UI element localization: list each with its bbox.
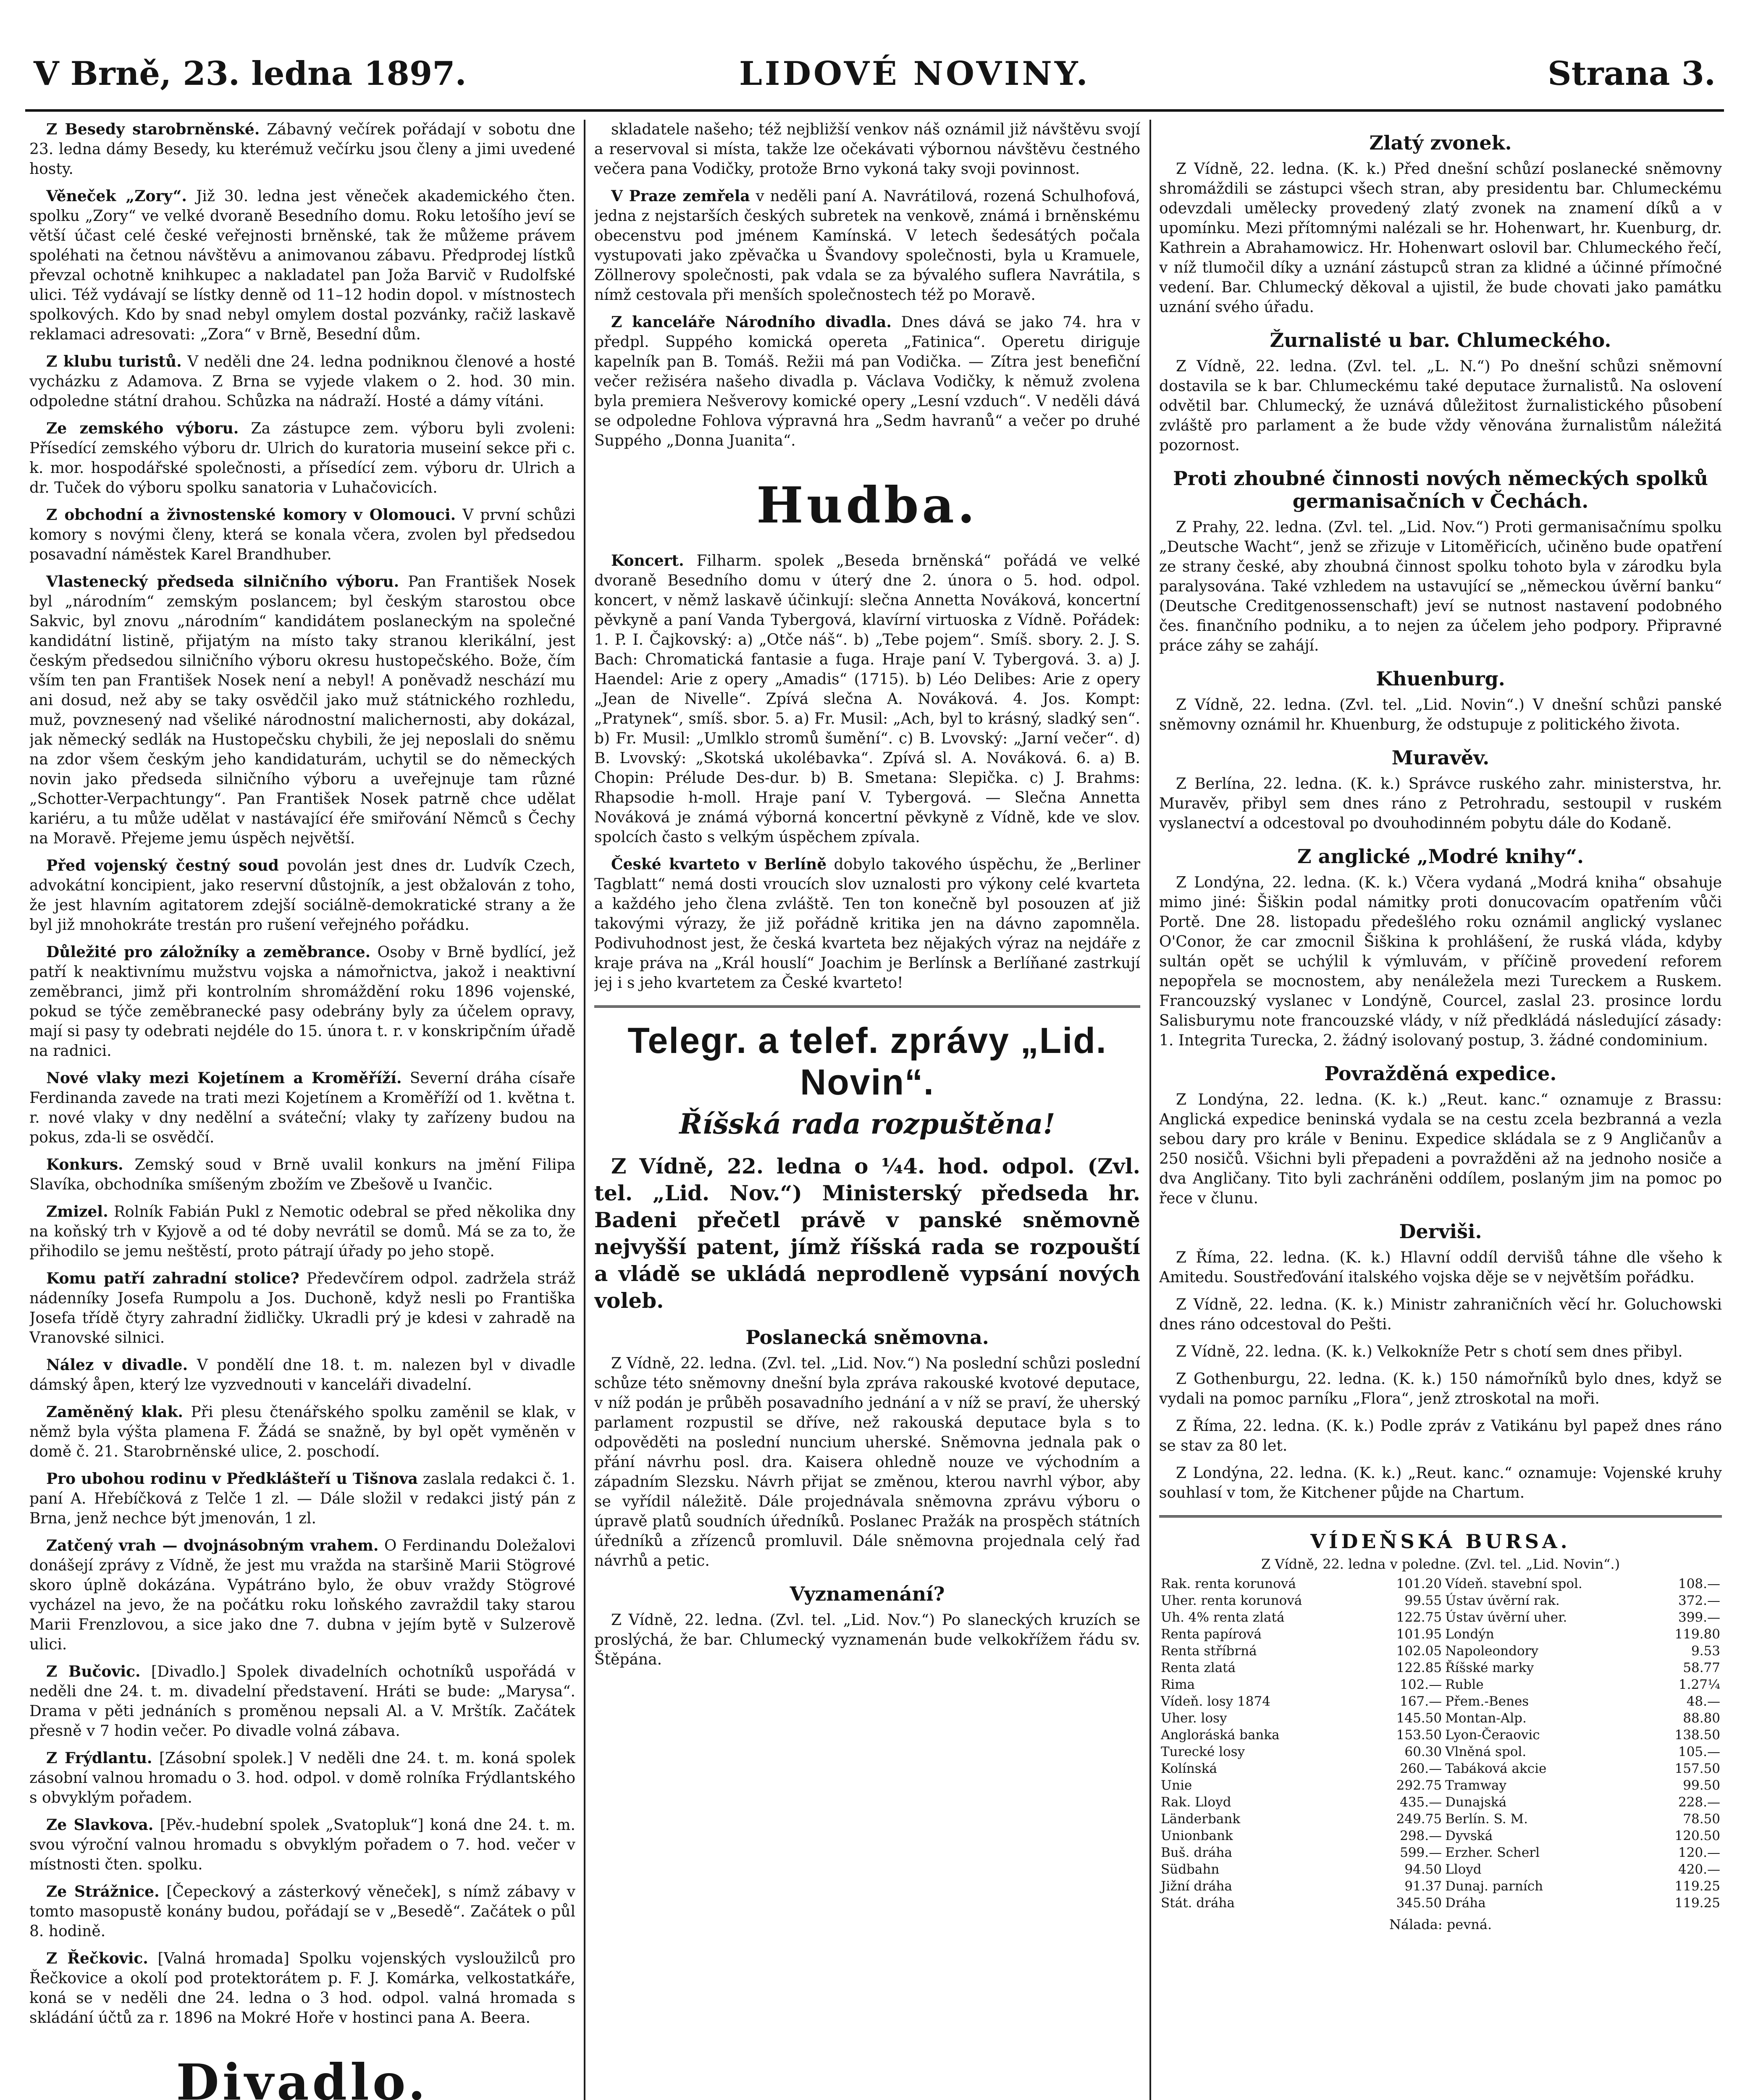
bursa-row: [1159, 1693, 1722, 1710]
bursa-row: [1159, 1895, 1722, 1911]
news-item: [29, 1469, 575, 1528]
news-item-lead: Z Bučovic.: [46, 1663, 141, 1680]
short-telegram: Z Vídně, 22. ledna. (K. k.) Velkokníže Petr s chotí sem dnes přibyl.: [1176, 1343, 1683, 1360]
koncert-text: Filharm. spolek „Beseda brněnská“ pořádá ve velké dvoraně Besedního domu v úterý dne 2. února o 5. hod. odpol. koncert, v němž laskavě účinkují: slečna Annetta Nováková, koncertní pěvkyně a paní Vanda Tybergová, klavírní virtuoska z Vídně. Pořádek: 1. P. I. Čajkovský: a) „Otče náš“. b) „Tebe pojem“. Smíš. sbory. 2. J. S. Bach: Chromatická fantasie a fuga. Hraje paní V. Tybergová. 3. a) J. Haendel: Arie z opery „Amadis“ (1715). b) Léo Delibes: Arie z opery „Jean de Nivelle“. Zpívá slečna A. Nováková. 4. Jos. Kompt: „Pratynek“, smíš. sbor. 5. a) Fr. Musil: „Ach, byl to krásný, sladký sen“. b) Fr. Musil: „Umlklo stromů šumění“. c) B. Lvovský: „Jarní večer“. d) B. Lvovský: „Skotská ukolébavka“. Zpívá sl. A. Nováková. 6. a) B. Chopin: Prélude Des-dur. b) B. Smetana: Slepička. c) J. Brahms: Rhapsodie h-moll. Hraje paní V. Tybergová. — Slečna Annetta Nováková je známá výborná koncertní pěvkyně z Vídně, kde ve slov. spolcích často s velkým úspěchem zpívala.: [594, 552, 1140, 846]
news-item-text: V neděli dne 24. ledna podniknou členové a hosté vycházku z Adamova. Z Brna se vyjede vlakem o 2. hod. 30 min. odpoledne státní drahou. Schůzka na nádraží. Hosté a dámy vítáni.: [29, 353, 575, 410]
news-item-text: [Zásobní spolek.] V neděli dne 24. t. m. koná spolek zásobní valnou hromadu o 3. hod. odpol. v domě rolníka Frýdlantského s obvyklým pořadem.: [29, 1750, 575, 1806]
news-item-text: Při plesu čtenářského spolku zaměnil se klak, v němž byla výšta plamena F. Žádá se snažně, by byl opět vyměněn v domě č. 21. Starobrněnské ulice, 2. poschodí.: [29, 1404, 575, 1460]
bursa-security: Unionbank: [1161, 1828, 1233, 1843]
short-telegram: Z Vídně, 22. ledna. (K. k.) Ministr zahraničních věcí hr. Goluchowski dnes ráno odcestoval do Pešti.: [1159, 1296, 1722, 1333]
bursa-row: [1159, 1592, 1722, 1609]
bursa-divider: [1159, 1515, 1722, 1517]
news-item-text: v neděli paní A. Navrátilová, rozená Schulhofová, jedna z nejstarších českých subretek na venkově, známá i brněnskému obecenstvu pod jménem Kamínská. V letech šedesátých počala vystupovati jako zpěvačka u Švandovy společnosti, byla u Kramuele, Zöllnerovy společnosti, pak vdala se za bývalého suflera Navrátila, s nímž cestovala při menších společnostech též po Moravě.: [594, 188, 1140, 304]
news-item: [29, 505, 575, 564]
bursa-value: 119.25: [1674, 1895, 1720, 1911]
news-item: [29, 1882, 575, 1941]
bursa-value: 167.—: [1400, 1694, 1442, 1709]
bursa-value: 372.—: [1678, 1593, 1720, 1608]
bursa-row: [1159, 1827, 1722, 1844]
section-title-hudba: Hudba.: [756, 476, 978, 534]
heading-zurnaliste: Žurnalisté u bar. Chlumeckého.: [1270, 329, 1611, 352]
bursa-security: Říšské marky: [1445, 1660, 1534, 1675]
news-item-text: Zemský soud v Brně uvalil konkurs na jmění Filipa Slavíka, obchodníka smíšeným zbožím ve Zbešově u Ivančic.: [29, 1156, 575, 1193]
proti-article: Z Prahy, 22. ledna. (Zvl. tel. „Lid. Nov.“) Proti germanisačnímu spolku „Deutsche Wacht“, jenž se zřizuje v Litoměřicích, učiněno bude opatření ze strany české, aby zhoubná činnost spolku tohoto byla v zárodku byla paralysována. Také vzhledem na ustavující se „německou úvěrní banku“ (Deutsche Creditgenossenschaft) jeví se nutnost nastavení podobného čes. finančního podniku, a to nejen za účelem jeho podpory. Připravné práce záhy se zahájí.: [1159, 519, 1722, 654]
bursa-row: [1159, 1794, 1722, 1811]
bursa-value: 145.50: [1396, 1711, 1442, 1726]
bursa-row: [1159, 1760, 1722, 1777]
news-item-text: povolán jest dnes dr. Ludvík Czech, advokátní koncipient, jako reservní důstojník, a jest obžalován z toho, že jest hlavním agitatorem zdejší sociálně-demokratické strany a že byl již mnohokráte trestán pro rušení veřejného pořádku.: [29, 857, 575, 934]
bursa-value: 108.—: [1678, 1576, 1720, 1591]
heading-zlaty-zvonek: Zlatý zvonek.: [1369, 131, 1512, 154]
news-item-lead: Vlastenecký předseda silničního výboru.: [46, 573, 399, 591]
news-item-lead: Věneček „Zory“.: [46, 187, 187, 205]
news-item-text: Již 30. ledna jest věneček akademického čten. spolku „Zory“ ve velké dvoraně Besedního domu. Roku letošího jeví se větší účast celé české veřejnosti brněnské, tak že můžeme právem spoléhati na četnou návštěvu a animovanou zábavu. Předprodej lístků převzal ochotně knihkupec a nakladatel pan Joža Barvič v Rudolfské ulici. Též vydávají se lístky denně od 11–12 hodin dopol. v místnostech spolkových. Kdo by snad nebyl omylem dostal pozvánky, račiž laskavě reklamaci adresovati: „Zora“ v Brně, Besední dům.: [29, 188, 575, 343]
bursa-security: Dyvská: [1445, 1828, 1493, 1843]
bursa-security: Dunajská: [1445, 1795, 1507, 1810]
column-3: [1159, 120, 1722, 2100]
news-item: [29, 1402, 575, 1462]
news-item-text: Rolník Fabián Pukl z Nemotic odebral se před několika dny na koňský trh v Kyjově a od té doby nevrátil se domů. Má se za to, že přihodilo se jemu neštěstí, proto pátrají úřady po jeho stopě.: [29, 1203, 575, 1260]
bursa-security: Renta papírová: [1161, 1627, 1262, 1642]
column-2: [594, 120, 1140, 2100]
kvarteto-text: dobylo takového úspěchu, že „Berliner Tagblatt“ nemá dosti vroucích slov uznalosti pro výkony celé kvarteta a každého jeho člena zvláště. Ten ton konečně byl posouzen ať již takovými výrazy, že již pořádně kritika jen na dávno zapomněla. Podivuhodnost jest, že česká kvarteta bez nějakých výraz na nejdáře z kraje práva na „Král houslí“ Joachim je Berlínsk a Berlíňané zastrkují jej i s jeho kvartetem za České kvarteto!: [594, 856, 1140, 992]
heading-modre-knihy: Z anglické „Modré knihy“.: [1297, 845, 1584, 868]
news-item: [29, 186, 575, 344]
news-item: [594, 312, 1140, 451]
news-item-text: zaslala redakci č. 1. paní A. Hřebíčková z Telče 1 zl. — Dále složil v redakci jistý pán z Brna, jenž nechce být jmenován, 1 zl.: [29, 1470, 575, 1527]
bursa-value: 420.—: [1678, 1862, 1720, 1877]
news-item-lead: Zatčený vrah — dvojnásobným vrahem.: [46, 1537, 379, 1554]
bursa-security: Renta stříbrná: [1161, 1643, 1257, 1659]
section-title-telegrams: Telegr. a telef. zprávy „Lid. Novin“.: [627, 1021, 1107, 1102]
bursa-security: Rak. renta korunová: [1161, 1576, 1296, 1591]
bursa-security: Unie: [1161, 1778, 1192, 1793]
kvarteto-lead: České kvarteto v Berlíně: [611, 856, 827, 873]
news-item-text: V první schůzi komory s novými členy, která se konala včera, zvolen byl předsedou posavadní náměstek Karel Brandhuber.: [29, 507, 575, 563]
news-item-lead: Komu patří zahradní stolice?: [46, 1270, 299, 1287]
section-title-divadlo: Divadlo.: [176, 2053, 429, 2100]
short-telegram: Z Londýna, 22. ledna. (K. k.) „Reut. kanc.“ oznamuje: Vojenské kruhy souhlasí v tom, že Kitchener půjde na Chartum.: [1159, 1465, 1722, 1502]
news-item-text: O Ferdinandu Doležalovi donášejí zprávy z Vídně, že jest mu vražda na staršině Marii Stögrové skoro úplně dokázána. Vypátráno bylo, že obuv vraždy Stögrové vycházel na jevo, že na počátku roku loňského zavraždil taky starou Marii Frenzlovou, a sice jako dne 7. dubna v jejím bytě v Sulzerově ulici.: [29, 1537, 575, 1653]
bursa-security: Ústav úvěrní uher.: [1445, 1610, 1567, 1625]
news-item-text: Předevčírem odpol. zadržela stráž nádenníky Josefa Rumpolu a Jos. Duchoně, když nesli po Františka Josefa třídě čtyry zahradní židličky. Ukradli prý je kdesi v zahradě na Vranovské silnici.: [29, 1270, 575, 1347]
news-item-lead: Z obchodní a živnostenské komory v Olomouci.: [46, 506, 456, 524]
news-item: [594, 186, 1140, 305]
short-telegram: Z Říma, 22. ledna. (K. k.) Podle zpráv z Vatikánu byl papež dnes ráno se stav za 80 let.: [1159, 1418, 1722, 1454]
zurnaliste-article: Z Vídně, 22. ledna. (Zvl. tel. „L. N.“) Po dnešní schůzi sněmovní dostavila se k bar. Chlumeckému také deputace žurnalistů. Na oslovení odvětil bar. Chlumecký, že uznává důležitost žurnalistického působení zvláště pro parlament a že bude vždy věnována žurnalistům náležitá pozornost.: [1159, 358, 1722, 454]
bursa-security: Uh. 4% renta zlatá: [1161, 1610, 1285, 1625]
newspaper-page: [25, 46, 1724, 2100]
news-item-lead: Zmizel.: [46, 1203, 108, 1221]
bursa-value: 345.50: [1396, 1895, 1442, 1911]
bursa-value: 1.27¼: [1678, 1677, 1720, 1692]
news-item: [29, 1202, 575, 1261]
bursa-value: 94.50: [1404, 1862, 1442, 1877]
bursa-value: 102.05: [1396, 1643, 1442, 1659]
news-item-text: [Pěv.-hudební spolek „Svatopluk“] koná dne 24. t. m. svou výroční valnou hromadu s obvyklým pořadem o 7. hod. večer v místnosti čten. spolku.: [29, 1816, 575, 1873]
bursa-row: [1159, 1575, 1722, 1592]
bursa-row: [1159, 1861, 1722, 1878]
news-item: [29, 1662, 575, 1741]
bursa-value: 122.85: [1396, 1660, 1442, 1675]
news-item: [29, 1815, 575, 1874]
bursa-value: 88.80: [1683, 1711, 1720, 1726]
bursa-row: [1159, 1676, 1722, 1693]
bursa-security: Lloyd: [1445, 1862, 1482, 1877]
modre-knihy-article: Z Londýna, 22. ledna. (K. k.) Včera vydaná „Modrá kniha“ obsahuje mimo jiné: Šiškin podal námitky proti donucovacím opatřením vůči Portě. Dne 28. listopadu předešlého roku oznámil anglický vyslanec O'Conor, že car zmocnil Šiškina k prohlášení, že ruská vláda, kdyby sultán opět se uchýlil k výmluvám, v příčině provedení reforem nepopřela se mocnostem, aby nenáležela mezi Tureckem a Ruskem. Francouzský vyslanec v Londýně, Courcel, zaslal 23. prosince lordu Salisburymu note francouzské vlády, v níž předkládá následující zásady: 1. Integrita Turecka, 2. žádný isolovaný postup, 3. žádné condominium.: [1159, 874, 1722, 1049]
news-item-text: Severní dráha císaře Ferdinanda zavede na trati mezi Kojetínem a Kroměříží od 1. května t. r. nové vlaky v dny nedělní a sváteční; vlaky ty zařízeny budou na pokus, zda-li se osvědčí.: [29, 1070, 575, 1146]
bursa-security: Jižní dráha: [1161, 1879, 1233, 1894]
bursa-security: Rak. Lloyd: [1161, 1795, 1231, 1810]
news-item-lead: Zaměněný klak.: [46, 1403, 183, 1421]
bursa-security: Tabáková akcie: [1445, 1761, 1547, 1776]
news-item-text: Pan František Nosek byl „národním“ zemským poslancem; byl českým starostou obce Sakvic, byl znovu „národním“ kandidátem poslaneckým na společné kandidátní listině, přijatým na místo taky stranou klerikální, jest českým předsedou silničního výboru okresu hustopečského. Bože, čím vším ten pan František Nosek není a nebyl! A poněvadž neschází mu ani dosud, než aby se taky osvědčil jako muž státnického rozhledu, muž, povznesený nad všeliké národnostní malichernosti, aby dokázal, jak německý sedlák na Hustopečsku chybili, že jej neposlali do sněmu na zdor všem českým jeho kandidaturám, uchytil se do německých novin jako předseda silničního výboru a uveřejnuje tam různé „Schotter-Verpachtungy“. Pan František Nosek patrně chce udělat kariéru, a tu může udělat v nastávající éře smiřování Němců s Čechy na Moravě. Přejeme jemu úspěch největší.: [29, 573, 575, 847]
bursa-security: Dunaj. parních: [1445, 1879, 1543, 1894]
news-item-lead: Konkurs.: [46, 1156, 123, 1173]
bursa-security: Napoleondory: [1445, 1643, 1538, 1659]
news-item: [29, 1748, 575, 1808]
news-item-text: Za zástupce zem. výboru byli zvoleni: Přísedící zemského výboru dr. Ulrich do kuratoria museiní sekce při c. k. mor. hospodářské společnosti, a přísedící zem. výboru dr. Ulrich a dr. Tuček do výboru spolku sanatoria v Luhačovicích.: [29, 420, 575, 496]
bursa-subtitle: Z Vídně, 22. ledna v poledne. (Zvl. tel. „Lid. Novin“.): [1261, 1556, 1620, 1572]
bursa-value: 119.25: [1674, 1879, 1720, 1894]
bursa-security: Ruble: [1445, 1677, 1484, 1692]
bursa-security: Vídeň. stavební spol.: [1445, 1576, 1582, 1591]
news-item-lead: Z Besedy starobrněnské.: [46, 121, 260, 138]
news-item: [29, 1155, 575, 1194]
bursa-security: Buš. dráha: [1161, 1845, 1232, 1860]
bursa-value: 105.—: [1678, 1744, 1720, 1759]
bursa-value: 599.—: [1400, 1845, 1442, 1860]
poslanecka-article: Z Vídně, 22. ledna. (Zvl. tel. „Lid. Nov.“) Na poslední schůzi poslední schůze této sněmovny dnešní byla zpráva rakouské kvotové deputace, v níž podán je průběh posavadního jednání a v níž se praví, že uherský parlament rozpustil se dříve, než rakouská deputace byla s to odpověděti na poslední nuncium uherské. Sněmovna jednala pak o přání návrhu posl. dra. Kaisera ohledně nouze ve východním a západním Slezsku. Návrh přijat se změnou, kterou navrhl výbor, aby se vyřídil náležitě. Dále projednávala sněmovna zprávu výboru o úpravě platů soudních úředníků. Poslanec Pražák na prospěch státních úředníků a zřízenců promluvil. Dále sněmovna projednala celý řad návrhů a petic.: [594, 1355, 1140, 1570]
heading-bursa: VÍDEŇSKÁ BURSA.: [1310, 1530, 1571, 1553]
header-date: V Brně, 23. ledna 1897.: [34, 55, 467, 93]
bursa-row: [1159, 1743, 1722, 1760]
column-divider-1: [584, 120, 585, 2100]
bursa-security: Lyon-Čeraovic: [1445, 1727, 1540, 1743]
bursa-value: 101.20: [1396, 1576, 1442, 1591]
povrazdena-article: Z Londýna, 22. ledna. (K. k.) „Reut. kanc.“ oznamuje z Brassu: Anglická expedice beninská vydala se na cestu zcela bezbranná a vezla sebou dary pro krále v Beninu. Expedice skládala se z 9 Angličanův a 250 nosičů. Všichni byli přepadeni a povražděni až na jednoho nosiče a dva Angličany. Tito byli zachráněni oddílem, poslaným jim na pomoc po řece v člunu.: [1159, 1091, 1722, 1207]
news-item-lead: Z klubu turistů.: [46, 353, 182, 370]
bursa-row: [1159, 1844, 1722, 1861]
bursa-value: 102.—: [1400, 1677, 1442, 1692]
heading-povrazdena: Povražděná expedice.: [1324, 1062, 1557, 1085]
news-item: [29, 1269, 575, 1348]
bursa-security: Londýn: [1445, 1627, 1494, 1642]
dervisi-article: Z Říma, 22. ledna. (K. k.) Hlavní oddíl dervišů táhne dle všeho k Amitedu. Soustřeďování italského vojska děje se v největším pořádku.: [1159, 1249, 1722, 1286]
news-item: [29, 1949, 575, 2028]
news-item: [29, 352, 575, 411]
bursa-security: Dráha: [1445, 1895, 1486, 1911]
bursa-security: Berlín. S. M.: [1445, 1811, 1528, 1827]
bursa-security: Renta zlatá: [1161, 1660, 1236, 1675]
column-1: [29, 120, 575, 2100]
bursa-value: 157.50: [1674, 1761, 1720, 1776]
news-item: [29, 419, 575, 498]
news-item-lead: Důležité pro záložníky a zeměbrance.: [46, 943, 371, 961]
telegram-headline: Říšská rada rozpuštěna!: [679, 1108, 1055, 1140]
bursa-security: Přem.-Benes: [1445, 1694, 1529, 1709]
bursa-value: 228.—: [1678, 1795, 1720, 1810]
bursa-security: Rima: [1161, 1677, 1195, 1692]
bursa-security: Kolínská: [1161, 1761, 1217, 1776]
news-item: [29, 1068, 575, 1147]
news-item-text: Dnes dává se jako 74. hra v předpl. Suppého komická opereta „Fatinica“. Operetu diriguje kapelník pan B. Tomáš. Režii má pan Vodička. — Zítra jest benefiční večer režiséra našeho divadla p. Václava Vodičky, k němuž zvolena byla premiera Nešverovy komické opery „Lesní vzduch“. V neděli dává se odpoledne Fohlova výpravná hra „Sedm havranů“ a večer po druhé Suppého „Donna Juanita“.: [594, 314, 1140, 449]
muravev-article: Z Berlína, 22. ledna. (K. k.) Správce ruského zahr. ministerstva, hr. Muravěv, přibyl sem dnes ráno z Petrohradu, sestoupil v ruském vyslanectví a odcestoval po dvouhodinném pobytu dále do Kodaně.: [1159, 775, 1722, 832]
heading-muravev: Muravěv.: [1391, 746, 1490, 769]
news-item-lead: Pro ubohou rodinu v Předklášteří u Tišnova: [46, 1470, 418, 1488]
news-item: [29, 1536, 575, 1654]
page-number: Strana 3.: [1548, 55, 1716, 93]
news-item-lead: Z Frýdlantu.: [46, 1749, 152, 1767]
bursa-row: [1159, 1878, 1722, 1895]
news-item-lead: Z Řečkovic.: [46, 1950, 148, 1967]
bursa-row: [1159, 1626, 1722, 1643]
bursa-security: Ústav úvěrní rak.: [1445, 1593, 1560, 1608]
bursa-value: 99.55: [1404, 1593, 1442, 1608]
bursa-security: Montan-Alp.: [1445, 1711, 1527, 1726]
newspaper-title: LIDOVÉ NOVINY.: [739, 55, 1090, 93]
bursa-value: 120.50: [1674, 1828, 1720, 1843]
bursa-security: Länderbank: [1161, 1811, 1241, 1827]
news-item-lead: Nové vlaky mezi Kojetínem a Kroměříží.: [46, 1069, 402, 1087]
bursa-row: [1159, 1727, 1722, 1743]
news-item-lead: V Praze zemřela: [611, 187, 750, 205]
bursa-row: [1159, 1777, 1722, 1794]
bursa-security: Südbahn: [1161, 1862, 1220, 1877]
bursa-value: 260.—: [1400, 1761, 1442, 1776]
koncert-lead: Koncert.: [611, 552, 684, 570]
bursa-mood: Nálada: pevná.: [1389, 1916, 1492, 1932]
bursa-value: 120.—: [1678, 1845, 1720, 1860]
bursa-security: Uher. renta korunová: [1161, 1593, 1302, 1608]
bursa-value: 58.77: [1683, 1660, 1720, 1675]
short-telegrams-list: [1159, 1295, 1722, 1503]
khuenburg-article: Z Vídně, 22. ledna. (Zvl. tel. „Lid. Novin“.) V dnešní schůzi panské sněmovny oznámil hr. Khuenburg, že odstupuje z politického života.: [1159, 696, 1722, 733]
heading-proti: Proti zhoubné činnosti nových německých spolků germanisačních v Čechách.: [1173, 467, 1708, 512]
page-header: [25, 46, 1724, 112]
bursa-value: 298.—: [1400, 1828, 1442, 1843]
bursa-security: Tramway: [1445, 1778, 1507, 1793]
telegram-lead-article: Z Vídně, 22. ledna o ¼4. hod. odpol. (Zvl. tel. „Lid. Nov.“) Ministerský předseda hr. Badeni přečetl právě v panské sněmovně nejvyšší patent, jímž říšská rada se rozpouští a vládě se ukládá neprodleně vypsání nových voleb.: [594, 1154, 1140, 1313]
bursa-security: Angloráská banka: [1161, 1727, 1280, 1743]
news-item: [29, 1355, 575, 1395]
news-item-text: Zábavný večírek pořádají v sobotu dne 23. ledna dámy Besedy, ku kterémuž večírku jsou členy a jimi uvedené hosty.: [29, 121, 575, 178]
bursa-value: 99.50: [1683, 1778, 1720, 1793]
section-divider: [594, 1005, 1140, 1008]
bursa-row: [1159, 1710, 1722, 1727]
news-item-lead: Ze Strážnice.: [46, 1883, 160, 1900]
bursa-security: Vídeň. losy 1874: [1161, 1694, 1270, 1709]
news-item-text: [Divadlo.] Spolek divadelních ochotníků uspořádá v neděli dne 24. t. m. divadelní představení. Hráti se bude: „Marysa“. Drama v pěti jednáních s proměnou nepsali Al. a V. Mrštík. Začátek přesně v 7 hodin večer. Po divadle volná zábava.: [29, 1663, 575, 1740]
bursa-value: 153.50: [1396, 1727, 1442, 1743]
news-item-text: V pondělí dne 18. t. m. nalezen byl v divadle dámský åpen, který lze vyzvednouti v kanceláři divadelní.: [29, 1357, 575, 1394]
bursa-security: Vlněná spol.: [1445, 1744, 1527, 1759]
bursa-value: 60.30: [1404, 1744, 1442, 1759]
bursa-value: 122.75: [1396, 1610, 1442, 1625]
bursa-table: [1159, 1575, 1722, 1911]
bursa-value: 101.95: [1396, 1627, 1442, 1642]
bursa-value: 249.75: [1396, 1811, 1442, 1827]
bursa-row: [1159, 1811, 1722, 1827]
bursa-value: 9.53: [1691, 1643, 1720, 1659]
bursa-security: Stát. dráha: [1161, 1895, 1235, 1911]
news-item-lead: Nález v divadle.: [46, 1356, 188, 1374]
news-item: [29, 942, 575, 1061]
heading-khuenburg: Khuenburg.: [1376, 667, 1505, 690]
zlaty-zvonek-article: Z Vídně, 22. ledna. (K. k.) Před dnešní schůzí poslanecké sněmovny shromáždili se zástupci všech stran, aby presidentu bar. Chlumeckému odevzdali umělecky provedený zlatý zvonek na znamení díků a v upomínku. Mezi přítomnými nalézali se hr. Hohenwart, hr. Kuenburg, dr. Kathrein a Abrahamowicz. Hr. Hohenwart oslovil bar. Chlumeckého řečí, v níž tlumočil díky a uznání zástupců stran za klidné a účinné přímočné vedení. Bar. Chlumecký děkoval a ujistil, že bude chovati jako památku uznání svého úřadu.: [1159, 160, 1722, 316]
news-item-text: Osoby v Brně bydlící, jež patří k neaktivnímu mužstvu vojska a námořnictva, jakož i neaktivní zeměbranci, jimž při kontrolním shromáždění roku 1896 vojenské, pokud se týče zeměbranecké pasy odebrány byly za účelem opravy, mají si pasy ty odebrati nejdéle do 15. února t. r. v konskripčním úřadě na radnici.: [29, 944, 575, 1060]
bursa-value: 138.50: [1674, 1727, 1720, 1743]
bursa-value: 91.37: [1404, 1879, 1442, 1894]
bursa-value: 399.—: [1678, 1610, 1720, 1625]
bursa-value: 78.50: [1683, 1811, 1720, 1827]
local-news-list: [29, 120, 575, 2028]
bursa-security: Erzher. Scherl: [1445, 1845, 1540, 1860]
news-item-lead: Z kanceláře Národního divadla.: [611, 313, 892, 331]
heading-vyznamenani: Vyznamenání?: [790, 1583, 945, 1605]
short-telegram: Z Gothenburgu, 22. ledna. (K. k.) 150 námořníků bylo dnes, když se vydali na pomoc parníku „Flora“, jenž ztroskotal na moři.: [1159, 1370, 1722, 1407]
bursa-value: 435.—: [1400, 1795, 1442, 1810]
kvarteto-article: [594, 855, 1140, 993]
news-item-text: [Valná hromada] Spolku vojenských vysloužilců pro Řečkovice a okolí pod protektorátem p. F. J. Komárka, velkostatkáře, koná se v neděli dne 24. ledna o 3 hod. odpol. valná hromada s skládání účtů za r. 1896 na Mokré Hoře v hostinci pana A. Beera.: [29, 1950, 575, 2026]
news-item-lead: Ze Slavkova.: [46, 1816, 154, 1834]
bursa-value: 292.75: [1396, 1778, 1442, 1793]
news-item: [29, 572, 575, 848]
column-divider-2: [1149, 120, 1151, 2100]
heading-dervisi: Derviši.: [1399, 1220, 1482, 1243]
continued-article: skladatele našeho; též nejbližší venkov náš oznámil již návštěvu svojí a reservoval si místa, takže lze očekávati výbornou návštěvu čestného večera pana Vodičky, protože Brno vykoná taky svoji povinnost.: [594, 121, 1140, 178]
news-item-text: [Čepeckový a zásterkový věneček], s nímž zábavy v tomto masopustě konány budou, pořádají se v „Besedě“. Začátek o půl 8. hodině.: [29, 1883, 575, 1940]
bursa-row: [1159, 1659, 1722, 1676]
heading-poslanecka: Poslanecká sněmovna.: [745, 1326, 989, 1349]
bursa-row: [1159, 1643, 1722, 1659]
bursa-value: 48.—: [1686, 1694, 1720, 1709]
theatre-news-list: [594, 186, 1140, 451]
bursa-security: Turecké losy: [1161, 1744, 1245, 1759]
news-item: [29, 856, 575, 935]
vyznamenani-article: Z Vídně, 22. ledna. (Zvl. tel. „Lid. Nov.“) Po slaneckých kruzích se proslýchá, že bar. Chlumecký vyznamenán bude velkokřížem řádu sv. Štěpána.: [594, 1612, 1140, 1668]
bursa-value: 119.80: [1674, 1627, 1720, 1642]
koncert-article: [594, 551, 1140, 847]
news-item-lead: Před vojenský čestný soud: [46, 857, 279, 874]
bursa-security: Uher. losy: [1161, 1711, 1227, 1726]
news-item-lead: Ze zemského výboru.: [46, 420, 239, 437]
news-item: [29, 120, 575, 179]
bursa-row: [1159, 1609, 1722, 1626]
